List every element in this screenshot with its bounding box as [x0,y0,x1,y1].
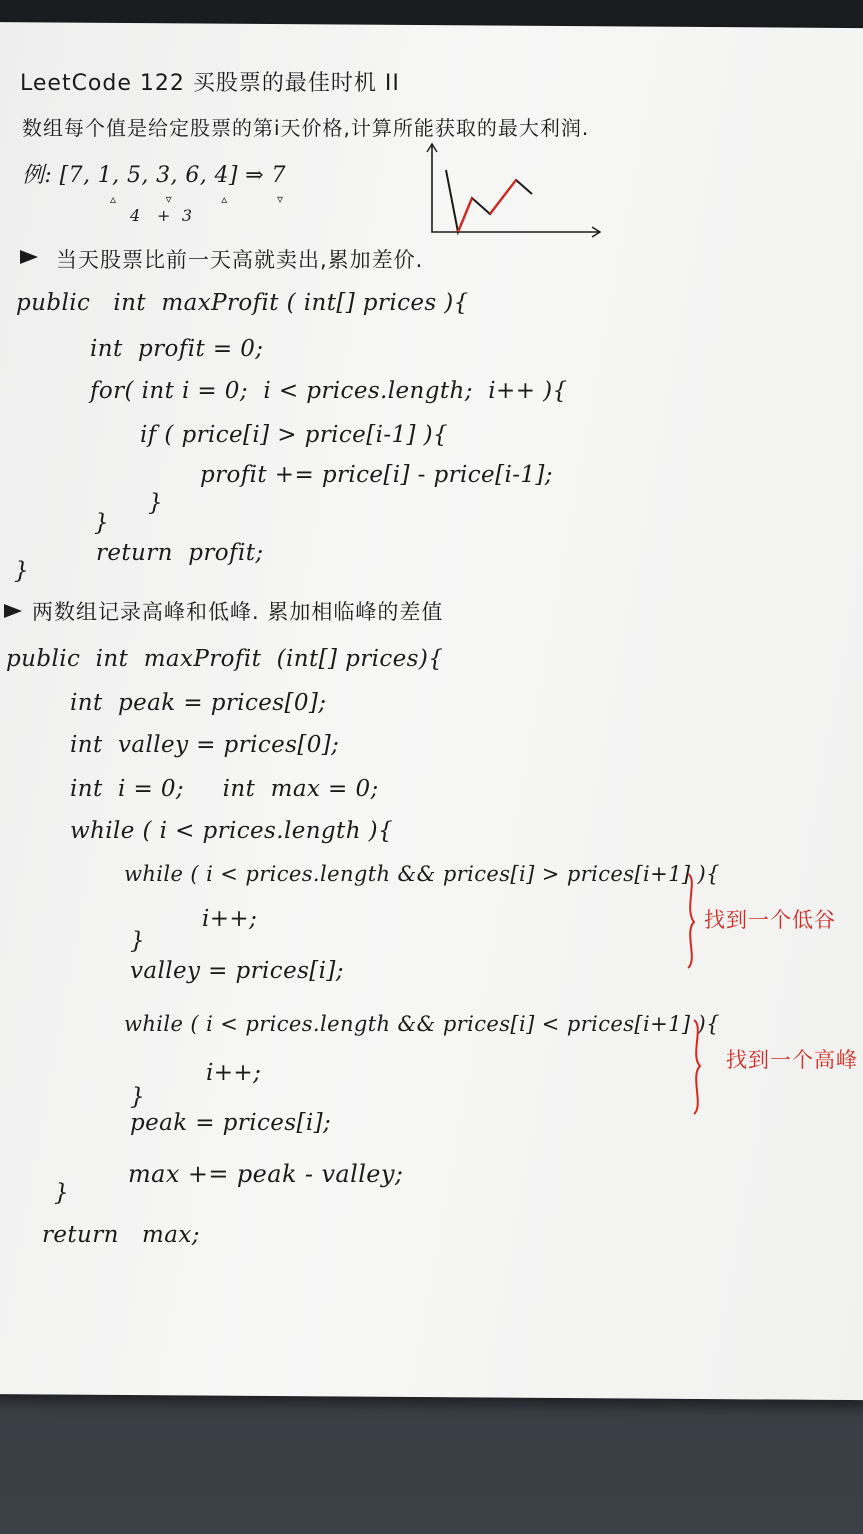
code-line: int i = 0; int max = 0; [70,776,379,802]
problem-description: 数组每个值是给定股票的第i天价格,计算所能获取的最大利润. [22,116,590,140]
brace-peak [694,1020,700,1114]
note-find-peak: 找到一个高峰 [726,1048,858,1072]
code-line: while ( i < prices.length ){ [70,818,394,844]
code-line: } [54,1180,70,1206]
chart-axes [432,144,600,232]
bullet-triangle-icon [20,250,38,264]
code-line: while ( i < prices.length && prices[i] < prices[i+1] ){ [124,1012,720,1036]
code-line: } [94,510,110,536]
code-line: } [148,490,164,516]
method2-heading: 两数组记录高峰和低峰. 累加相临峰的差值 [32,600,444,624]
code-line: int peak = prices[0]; [70,690,327,716]
code-line: } [130,1084,146,1110]
code-line: return profit; [96,540,264,566]
code-line: valley = prices[i]; [130,958,344,984]
price-sketch-chart [420,140,610,240]
example-line: 例: [7, 1, 5, 3, 6, 4] ⇒ 7 [22,163,286,188]
code-line: while ( i < prices.length && prices[i] > prices[i+1] ){ [124,862,720,886]
method1-heading: 当天股票比前一天高就卖出,累加差价. [56,248,424,272]
code-line: profit += price[i] - price[i-1]; [200,462,553,488]
note-find-valley: 找到一个低谷 [704,908,836,932]
example-diffs: 4 + 3 [130,206,193,225]
code-line: max += peak - valley; [128,1160,404,1188]
code-line: i++; [206,1060,262,1086]
code-line: return max; [42,1222,200,1248]
bullet-triangle-icon [4,604,22,618]
page-title: LeetCode 122 买股票的最佳时机 II [20,71,400,96]
code-line: for( int i = 0; i < prices.length; i++ ){ [90,378,568,404]
code-line: peak = prices[i]; [130,1110,332,1136]
code-line: i++; [202,906,258,932]
bleed-through-text [671,67,857,968]
chart-profit-segments [458,198,472,232]
chart-profit-segments-2 [490,180,516,214]
code-line: } [14,558,30,584]
chart-price-line [446,170,532,232]
code-line: } [130,928,146,954]
code-line: public int maxProfit ( int[] prices ){ [16,290,469,316]
example-markers: ▵ ▿ ▵ ▿ [110,192,297,206]
code-line: if ( price[i] > price[i-1] ){ [140,422,449,448]
code-line: int valley = prices[0]; [70,732,340,758]
code-line: public int maxProfit (int[] prices){ [6,646,444,672]
brace-valley [688,874,694,968]
code-line: int profit = 0; [90,336,264,362]
